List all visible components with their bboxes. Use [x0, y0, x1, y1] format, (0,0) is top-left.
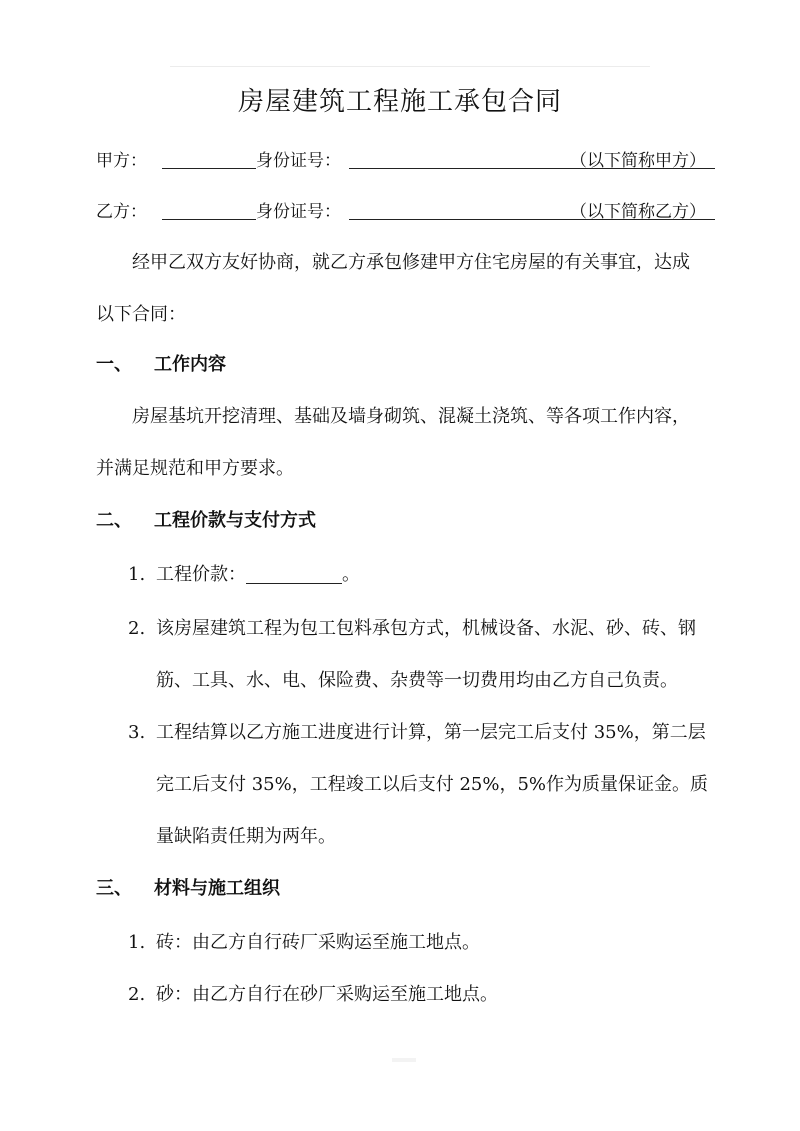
- party-a-id-label: 身份证号：: [256, 151, 341, 171]
- party-a-name-blank[interactable]: [162, 168, 256, 169]
- section-2-item-2-line-2: 筋、工具、水、电、保险费、杂费等一切费用均由乙方自己负责。: [156, 670, 678, 691]
- party-b-label: 乙方：: [96, 202, 147, 222]
- section-3-number: 三、: [96, 878, 132, 899]
- section-2-item-1-end: 。: [342, 564, 360, 585]
- section-2-item-3-text-1: 工程结算以乙方施工进度进行计算，第一层完工后支付 35%，第二层: [156, 722, 706, 743]
- section-3-item-1: [128, 930, 480, 956]
- section-1-title: 工作内容: [154, 354, 226, 375]
- section-3-heading: [96, 876, 280, 902]
- document-title: 房屋建筑工程施工承包合同: [237, 87, 562, 117]
- section-1-line-1: 房屋基坑开挖清理、基础及墙身砌筑、混凝土浇筑、等各项工作内容，: [132, 406, 690, 427]
- party-a-row: [96, 146, 720, 172]
- section-2-item-3-line-2: 完工后支付 35%，工程竣工以后支付 25%，5%作为质量保证金。质: [156, 774, 709, 795]
- section-2-item-2-line-1: [128, 616, 696, 642]
- section-3-item-2-text: 砂：由乙方自行在砂厂采购运至施工地点。: [156, 984, 498, 1005]
- section-2-item-1-mark: 1.: [128, 564, 146, 585]
- section-2-item-2-text-1: 该房屋建筑工程为包工包料承包方式，机械设备、水泥、砂、砖、钢: [156, 618, 696, 639]
- section-2-item-1: [128, 562, 360, 588]
- party-b-name-blank[interactable]: [162, 219, 256, 220]
- party-a-suffix: （以下简称甲方）: [570, 151, 706, 171]
- section-2-number: 二、: [96, 510, 132, 531]
- section-2-title: 工程价款与支付方式: [154, 510, 316, 531]
- header-rule: [170, 66, 650, 67]
- footer-watermark: [392, 1058, 416, 1062]
- party-b-row: [96, 197, 720, 223]
- section-3-title: 材料与施工组织: [154, 878, 280, 899]
- section-1-line-2: 并满足规范和甲方要求。: [96, 458, 294, 479]
- section-1-heading: [96, 352, 226, 378]
- section-1-number: 一、: [96, 354, 132, 375]
- party-a-label: 甲方：: [96, 151, 147, 171]
- section-3-item-2-mark: 2.: [128, 984, 146, 1005]
- section-2-heading: [96, 508, 316, 534]
- intro-line-1: 经甲乙双方友好协商，就乙方承包修建甲方住宅房屋的有关事宜，达成: [132, 252, 690, 273]
- section-2-item-3-line-1: [128, 720, 706, 746]
- intro-line-2: 以下合同：: [96, 304, 186, 325]
- section-2-item-3-line-3: 量缺陷责任期为两年。: [156, 826, 336, 847]
- section-3-item-1-text: 砖：由乙方自行砖厂采购运至施工地点。: [156, 932, 480, 953]
- section-3-item-2: [128, 982, 498, 1008]
- party-b-suffix: （以下简称乙方）: [570, 202, 706, 222]
- party-b-id-label: 身份证号：: [256, 202, 341, 222]
- contract-price-blank[interactable]: [246, 565, 342, 584]
- section-2-item-2-mark: 2.: [128, 618, 146, 639]
- section-3-item-1-mark: 1.: [128, 932, 146, 953]
- section-2-item-3-mark: 3.: [128, 722, 146, 743]
- section-2-item-1-text: 工程价款：: [156, 564, 246, 585]
